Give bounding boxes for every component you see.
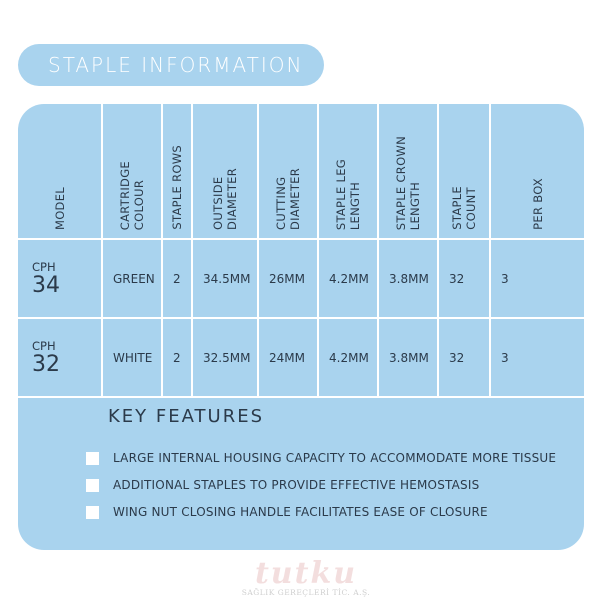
col-header-per-box-label: PER BOX — [530, 178, 545, 230]
checkbox-icon — [86, 452, 99, 465]
feature-item — [86, 448, 556, 468]
col-header-staple-leg-length-label: STAPLE LEG LENGTH — [334, 158, 362, 230]
feature-text: LARGE INTERNAL HOUSING CAPACITY TO ACCOMMODATE MORE TISSUE — [113, 451, 557, 465]
feature-item — [86, 502, 488, 522]
col-header-outside-diameter-label: OUTSIDE DIAMETER — [211, 168, 239, 230]
col-header-staple-leg-length — [318, 104, 378, 239]
model-cell — [18, 318, 102, 397]
feature-item — [86, 475, 479, 495]
per-box-cell: 3 — [490, 318, 584, 397]
table-header-row — [18, 104, 584, 239]
checkbox-icon — [86, 479, 99, 492]
staple-leg-length-cell: 4.2MM — [318, 318, 378, 397]
staple-count-cell: 32 — [438, 239, 490, 318]
watermark — [236, 556, 376, 597]
col-header-staple-crown-length — [378, 104, 438, 239]
staple-count-cell: 32 — [438, 318, 490, 397]
staple-leg-length-cell: 4.2MM — [318, 239, 378, 318]
staple-crown-length-cell: 3.8MM — [378, 239, 438, 318]
outside-diameter-cell: 34.5MM — [192, 239, 258, 318]
cartridge-colour-cell: GREEN — [102, 239, 162, 318]
page-title: STAPLE INFORMATION — [48, 53, 304, 77]
staple-crown-length-cell: 3.8MM — [378, 318, 438, 397]
cutting-diameter-cell: 26MM — [258, 239, 318, 318]
watermark-subtitle: SAĞLIK GEREÇLERİ TİC. A.Ş. — [241, 588, 371, 597]
feature-text: ADDITIONAL STAPLES TO PROVIDE EFFECTIVE HEMOSTASIS — [113, 478, 480, 492]
col-header-model-label: MODEL — [52, 186, 67, 230]
cartridge-colour-cell: WHITE — [102, 318, 162, 397]
col-header-cutting-diameter-label: CUTTING DIAMETER — [274, 168, 302, 230]
table-row — [18, 239, 584, 318]
col-header-per-box — [490, 104, 584, 239]
col-header-cutting-diameter — [258, 104, 318, 239]
col-header-staple-rows-label: STAPLE ROWS — [170, 145, 184, 230]
col-header-outside-diameter — [192, 104, 258, 239]
col-header-staple-rows — [162, 104, 192, 239]
model-prefix: CPH — [32, 338, 56, 353]
outside-diameter-cell: 32.5MM — [192, 318, 258, 397]
col-header-staple-count — [438, 104, 490, 239]
table-row — [18, 318, 584, 397]
title-banner — [18, 44, 324, 86]
staple-table — [18, 104, 584, 398]
staple-rows-cell: 2 — [162, 318, 192, 397]
per-box-cell: 3 — [490, 239, 584, 318]
staple-rows-cell: 2 — [162, 239, 192, 318]
model-number: 34 — [32, 272, 60, 298]
model-number: 32 — [32, 351, 60, 377]
watermark-logo: tutku — [254, 556, 358, 591]
model-cell — [18, 239, 102, 318]
model-prefix: CPH — [32, 259, 56, 274]
col-header-cartridge-colour-label: CARTRIDGE COLOUR — [118, 160, 146, 230]
key-features-section — [18, 398, 584, 550]
col-header-model — [18, 104, 102, 239]
cutting-diameter-cell: 24MM — [258, 318, 318, 397]
col-header-staple-crown-length-label: STAPLE CROWN LENGTH — [394, 135, 422, 230]
key-features-heading: KEY FEATURES — [108, 406, 265, 427]
feature-text: WING NUT CLOSING HANDLE FACILITATES EASE OF CLOSURE — [113, 505, 488, 519]
staple-info-panel — [18, 104, 584, 550]
checkbox-icon — [86, 506, 99, 519]
col-header-cartridge-colour — [102, 104, 162, 239]
col-header-staple-count-label: STAPLE COUNT — [450, 186, 478, 230]
